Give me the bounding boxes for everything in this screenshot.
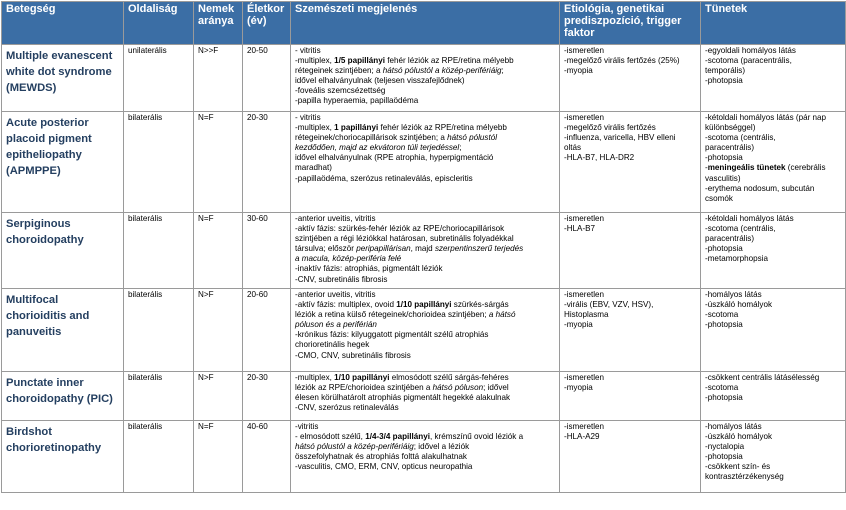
- etiology-line: -ismeretlen: [564, 422, 605, 431]
- symptom-line: különbséggel): [705, 123, 756, 133]
- symptom-line: -úszkáló homályok: [705, 432, 773, 442]
- ocular-line: -CNV, szerózus retinaleválás: [295, 403, 399, 413]
- symptom-line: -scotoma: [705, 383, 739, 393]
- ocular-line: kezdődően, majd az ekvátoron túli terjedéssel;: [295, 143, 462, 153]
- etiology-cell: [560, 45, 701, 112]
- etiology-line: -ismeretlen: [564, 214, 605, 223]
- etiology-line: -megelőző virális fertőzés (25%): [564, 56, 680, 66]
- symptom-line: -csökkent szín- és: [705, 462, 771, 472]
- ocular-line: maradhat): [295, 163, 332, 173]
- header-sex-ratio: Nemek aránya: [194, 2, 243, 45]
- etiology-cell: [560, 372, 701, 421]
- ocular-line: idővel elhalványulnak (teljesen visszafejlődnek): [295, 76, 465, 86]
- ocular-cell: [291, 45, 560, 112]
- ocular-line: póluson és a periférián: [295, 320, 377, 330]
- ocular-line: -aktív fázis: multiplex, ovoid 1/10 papillányi szürkés-sárgás: [295, 300, 509, 310]
- etiology-cell: [560, 112, 701, 213]
- symptom-line: -scotoma (centrális,: [705, 133, 776, 143]
- laterality-cell: bilaterális: [124, 289, 194, 372]
- symptom-line: -photopsia: [705, 153, 743, 163]
- table-row: [2, 112, 846, 213]
- ocular-line: léziók a retina külső rétegeinek/chorioidea szintjében; a hátsó: [295, 310, 516, 320]
- laterality-cell: bilaterális: [124, 421, 194, 493]
- symptom-line: -homályos látás: [705, 422, 762, 431]
- age-cell: 30-60: [243, 213, 291, 289]
- etiology-line: -ismeretlen: [564, 113, 605, 122]
- ocular-line: -krónikus fázis: kilyuggatott pigmentált szélű atrophiás: [295, 330, 489, 340]
- disease-name: Multifocal chorioiditis and panuveitis: [2, 289, 124, 372]
- etiology-cell: [560, 213, 701, 289]
- etiology-line: -myopia: [564, 66, 593, 76]
- symptom-line: -metamorphopsia: [705, 254, 768, 264]
- age-cell: 20-30: [243, 112, 291, 213]
- laterality-cell: unilaterális: [124, 45, 194, 112]
- header-etiology: Etiológia, genetikai prediszpozíció, trigger faktor: [560, 2, 701, 45]
- sex-ratio-cell: N>>F: [194, 45, 243, 112]
- symptoms-cell: [701, 45, 846, 112]
- etiology-line: -ismeretlen: [564, 46, 605, 55]
- table-row: [2, 289, 846, 372]
- ocular-line: -multiplex, 1 papillányi fehér léziók az RPE/retina mélyebb: [295, 123, 507, 133]
- sex-ratio-cell: N>F: [194, 289, 243, 372]
- ocular-line: -multiplex, 1/5 papillányi fehér léziók az RPE/retina mélyebb: [295, 56, 514, 66]
- ocular-line: élesen körülhatárolt atrophiás pigmentált hegekké alakulnak: [295, 393, 511, 403]
- header-age: Életkor (év): [243, 2, 291, 45]
- ocular-line: -inaktív fázis: atrophiás, pigmentált léziók: [295, 264, 443, 274]
- ocular-line: -CMO, CNV, subretinális fibrosis: [295, 350, 411, 360]
- header-ocular: Szemészeti megjelenés: [291, 2, 560, 45]
- ocular-cell: [291, 289, 560, 372]
- disease-name: Punctate inner choroidopathy (PIC): [2, 372, 124, 421]
- table-row: [2, 213, 846, 289]
- table-row: [2, 45, 846, 112]
- age-cell: 20-50: [243, 45, 291, 112]
- symptom-line: -photopsia: [705, 320, 743, 330]
- ocular-line: - elmosódott szélű, 1/4-3/4 papillányi, krémszínű ovoid léziók a: [295, 432, 524, 442]
- symptom-line: -photopsia: [705, 76, 743, 86]
- symptom-line: -egyoldali homályos látás: [705, 46, 796, 55]
- age-cell: 20-30: [243, 372, 291, 421]
- ocular-line: -foveális szemcsézettség: [295, 86, 386, 96]
- symptom-line: -úszkáló homályok: [705, 300, 773, 310]
- sex-ratio-cell: N>F: [194, 372, 243, 421]
- age-cell: 20-60: [243, 289, 291, 372]
- sex-ratio-cell: N=F: [194, 421, 243, 493]
- symptom-line: -csökkent centrális látásélesség: [705, 373, 820, 382]
- ocular-line: társulva; először peripapillárisan, majd szerpentinszerű terjedés: [295, 244, 524, 254]
- symptom-line: -scotoma (paracentrális,: [705, 56, 792, 66]
- symptom-line: -scotoma (centrális,: [705, 224, 776, 234]
- etiology-line: -megelőző virális fertőzés: [564, 123, 656, 133]
- etiology-line: -myopia: [564, 320, 593, 330]
- ocular-line: a macula, közép-periféria felé: [295, 254, 402, 264]
- ocular-line: rétegeinek szintjében; a hátsó pólustól a közép-perifériáig;: [295, 66, 504, 76]
- ocular-line: szintjében a régi léziókkal határosan, subretinális folyadékkal: [295, 234, 514, 244]
- disease-name: Birdshot chorioretinopathy: [2, 421, 124, 493]
- table-row: [2, 372, 846, 421]
- header-row: [2, 2, 846, 45]
- ocular-line: -vasculitis, CMO, ERM, CNV, opticus neuropathia: [295, 462, 473, 472]
- etiology-line: -ismeretlen: [564, 290, 605, 299]
- header-disease: Betegség: [2, 2, 124, 45]
- ocular-line: - vitritis: [295, 113, 321, 122]
- ocular-cell: [291, 421, 560, 493]
- symptom-line: paracentrális): [705, 234, 755, 244]
- ocular-line: idővel elhalványulnak (RPE atrophia, hyperpigmentáció: [295, 153, 494, 163]
- ocular-cell: [291, 213, 560, 289]
- disease-name: Acute posterior placoid pigment epitheliopathy (APMPPE): [2, 112, 124, 213]
- symptom-line: -photopsia: [705, 393, 743, 403]
- etiology-line: Histoplasma: [564, 310, 609, 320]
- header-laterality: Oldaliság: [124, 2, 194, 45]
- symptom-line: kontrasztérzékenység: [705, 472, 784, 482]
- uveitis-comparison-table: [1, 1, 846, 493]
- ocular-line: hátsó pólustól a közép-perifériáig; idővel a léziók: [295, 442, 470, 452]
- disease-name: Multiple evanescent white dot syndrome (MEWDS): [2, 45, 124, 112]
- symptom-line: -photopsia: [705, 452, 743, 462]
- etiology-line: -influenza, varicella, HBV elleni: [564, 133, 676, 143]
- ocular-line: -CNV, subretinális fibrosis: [295, 274, 388, 284]
- symptom-line: -erythema nodosum, subcután: [705, 183, 815, 193]
- age-cell: 40-60: [243, 421, 291, 493]
- etiology-line: -ismeretlen: [564, 373, 605, 382]
- laterality-cell: bilaterális: [124, 213, 194, 289]
- ocular-line: -aktív fázis: szürkés-fehér léziók az RPE/choriocapillárisok: [295, 224, 505, 234]
- symptom-line: vasculitis): [705, 173, 741, 183]
- ocular-line: összefolyhatnak és atrophiás folttá alakulhatnak: [295, 452, 467, 462]
- symptom-line: -kétoldali homályos látás (pár nap: [705, 113, 827, 122]
- laterality-cell: bilaterális: [124, 372, 194, 421]
- ocular-line: chorioretinális hegek: [295, 340, 370, 350]
- symptoms-cell: [701, 112, 846, 213]
- sex-ratio-cell: N=F: [194, 213, 243, 289]
- etiology-cell: [560, 289, 701, 372]
- symptom-line: -meningeális tünetek (cerebrális: [705, 163, 826, 173]
- etiology-line: -virális (EBV, VZV, HSV),: [564, 300, 654, 310]
- laterality-cell: bilaterális: [124, 112, 194, 213]
- symptom-line: -photopsia: [705, 244, 743, 254]
- symptom-line: -kétoldali homályos látás: [705, 214, 794, 223]
- ocular-line: -multiplex, 1/10 papillányi elmosódott szélű sárgás-fehéres: [295, 373, 509, 382]
- ocular-line: - vitritis: [295, 46, 321, 55]
- ocular-line: -anterior uveitis, vitritis: [295, 214, 376, 223]
- symptom-line: csomók: [705, 193, 733, 203]
- symptoms-cell: [701, 213, 846, 289]
- symptom-line: -scotoma: [705, 310, 739, 320]
- ocular-line: léziók az RPE/chorioidea szintjében a hátsó póluson; idővel: [295, 383, 509, 393]
- etiology-line: oltás: [564, 143, 582, 153]
- table-row: [2, 421, 846, 493]
- etiology-cell: [560, 421, 701, 493]
- symptom-line: -nyctalopia: [705, 442, 745, 452]
- symptom-line: -homályos látás: [705, 290, 762, 299]
- symptoms-cell: [701, 421, 846, 493]
- symptom-line: paracentrális): [705, 143, 755, 153]
- etiology-line: -HLA-B7: [564, 224, 596, 234]
- etiology-line: -myopia: [564, 383, 593, 393]
- symptoms-cell: [701, 372, 846, 421]
- ocular-line: -anterior uveitis, vitritis: [295, 290, 376, 299]
- header-symptoms: Tünetek: [701, 2, 846, 45]
- ocular-cell: [291, 112, 560, 213]
- ocular-line: -papilla hyperaemia, papillaödéma: [295, 96, 419, 106]
- ocular-line: -papillaödéma, szerózus retinaleválás, episcleritis: [295, 173, 473, 183]
- sex-ratio-cell: N=F: [194, 112, 243, 213]
- ocular-cell: [291, 372, 560, 421]
- etiology-line: -HLA-A29: [564, 432, 600, 442]
- disease-name: Serpiginous choroidopathy: [2, 213, 124, 289]
- symptoms-cell: [701, 289, 846, 372]
- etiology-line: -HLA-B7, HLA-DR2: [564, 153, 635, 163]
- ocular-line: -vitritis: [295, 422, 319, 431]
- symptom-line: temporális): [705, 66, 746, 76]
- ocular-line: rétegeinek/choriocapillárisok szintjében; a hátsó pólustól: [295, 133, 498, 143]
